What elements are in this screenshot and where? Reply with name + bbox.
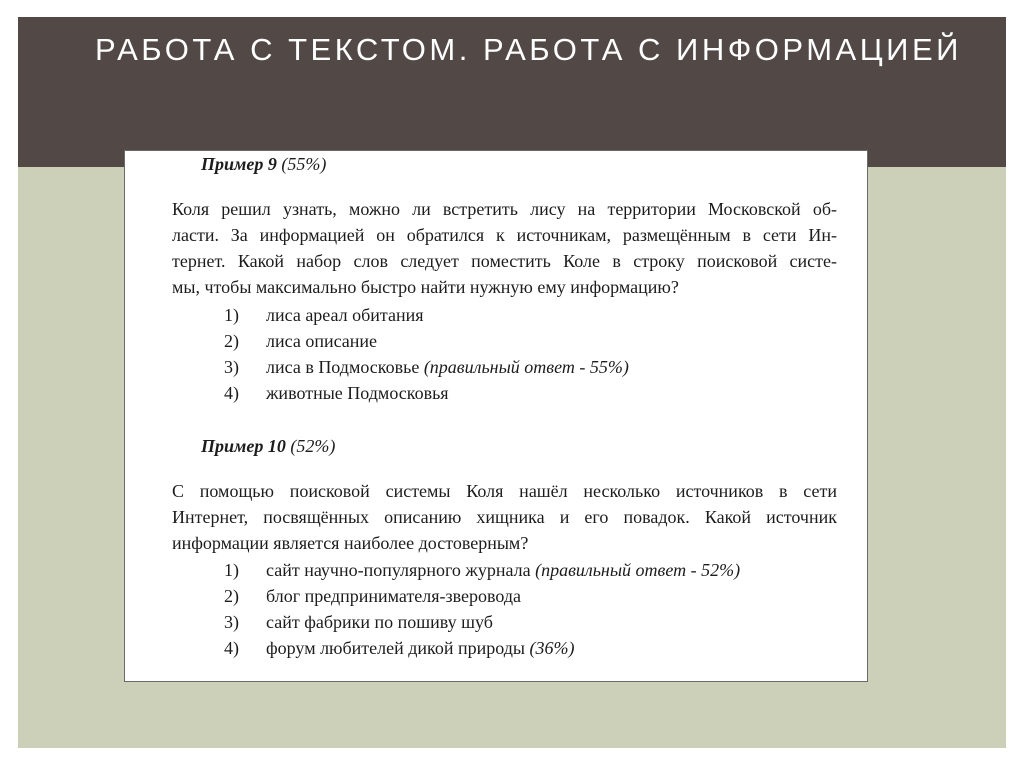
- example-10-question: [172, 478, 837, 556]
- option-item: [224, 609, 740, 635]
- example-9-label: Пример 9: [201, 154, 277, 174]
- option-number: 3): [224, 357, 239, 377]
- question-line: тернет. Какой набор слов следует поместить Коле в строку поисковой систе-: [172, 251, 837, 271]
- example-9-heading: [201, 154, 326, 175]
- example-10-options: [224, 557, 740, 661]
- option-text: форум любителей дикой природы: [266, 638, 526, 658]
- option-text: сайт научно-популярного журнала: [266, 560, 531, 580]
- option-text: лиса в Подмосковье: [266, 357, 420, 377]
- example-9-options: [224, 302, 629, 406]
- option-number: 1): [224, 560, 239, 580]
- option-text: блог предпринимателя-зверовода: [266, 586, 522, 606]
- option-number: 1): [224, 305, 239, 325]
- question-line: ласти. За информацией он обратился к источникам, размещённым в сети Ин-: [172, 225, 837, 245]
- example-9-question: [172, 196, 837, 300]
- option-text: сайт фабрики по пошиву шуб: [266, 612, 493, 632]
- option-item: [224, 557, 740, 583]
- example-10-percent: (52%): [290, 436, 336, 456]
- content-box: [124, 150, 868, 682]
- option-text: лиса ареал обитания: [266, 305, 424, 325]
- title-bar: [18, 17, 1006, 167]
- option-number: 2): [224, 586, 239, 606]
- option-item: [224, 328, 629, 354]
- question-line: С помощью поисковой системы Коля нашёл несколько источников в сети: [172, 481, 837, 501]
- example-10-heading: [201, 436, 335, 457]
- option-number: 2): [224, 331, 239, 351]
- option-item: [224, 302, 629, 328]
- question-line: Интернет, посвящённых описанию хищника и его повадок. Какой источник: [172, 507, 837, 527]
- option-item: [224, 354, 629, 380]
- option-text: животные Подмосковья: [266, 383, 449, 403]
- example-10-label: Пример 10: [201, 436, 286, 456]
- option-note: (правильный ответ - 52%): [535, 560, 741, 580]
- option-number: 4): [224, 383, 239, 403]
- question-line: мы, чтобы максимально быстро найти нужную ему информацию?: [172, 277, 679, 297]
- option-number: 3): [224, 612, 239, 632]
- slide-title: РАБОТА С ТЕКСТОМ. РАБОТА С ИНФОРМАЦИЕЙ: [95, 32, 962, 67]
- option-note: (правильный ответ - 55%): [423, 357, 629, 377]
- slide: [18, 17, 1006, 748]
- option-number: 4): [224, 638, 239, 658]
- option-text: лиса описание: [266, 331, 378, 351]
- example-9-percent: (55%): [281, 154, 327, 174]
- option-item: [224, 380, 629, 406]
- option-item: [224, 635, 740, 661]
- question-line: информации является наиболее достоверным?: [172, 533, 529, 553]
- option-note: (36%): [529, 638, 575, 658]
- option-item: [224, 583, 740, 609]
- question-line: Коля решил узнать, можно ли встретить лису на территории Московской об-: [172, 199, 837, 219]
